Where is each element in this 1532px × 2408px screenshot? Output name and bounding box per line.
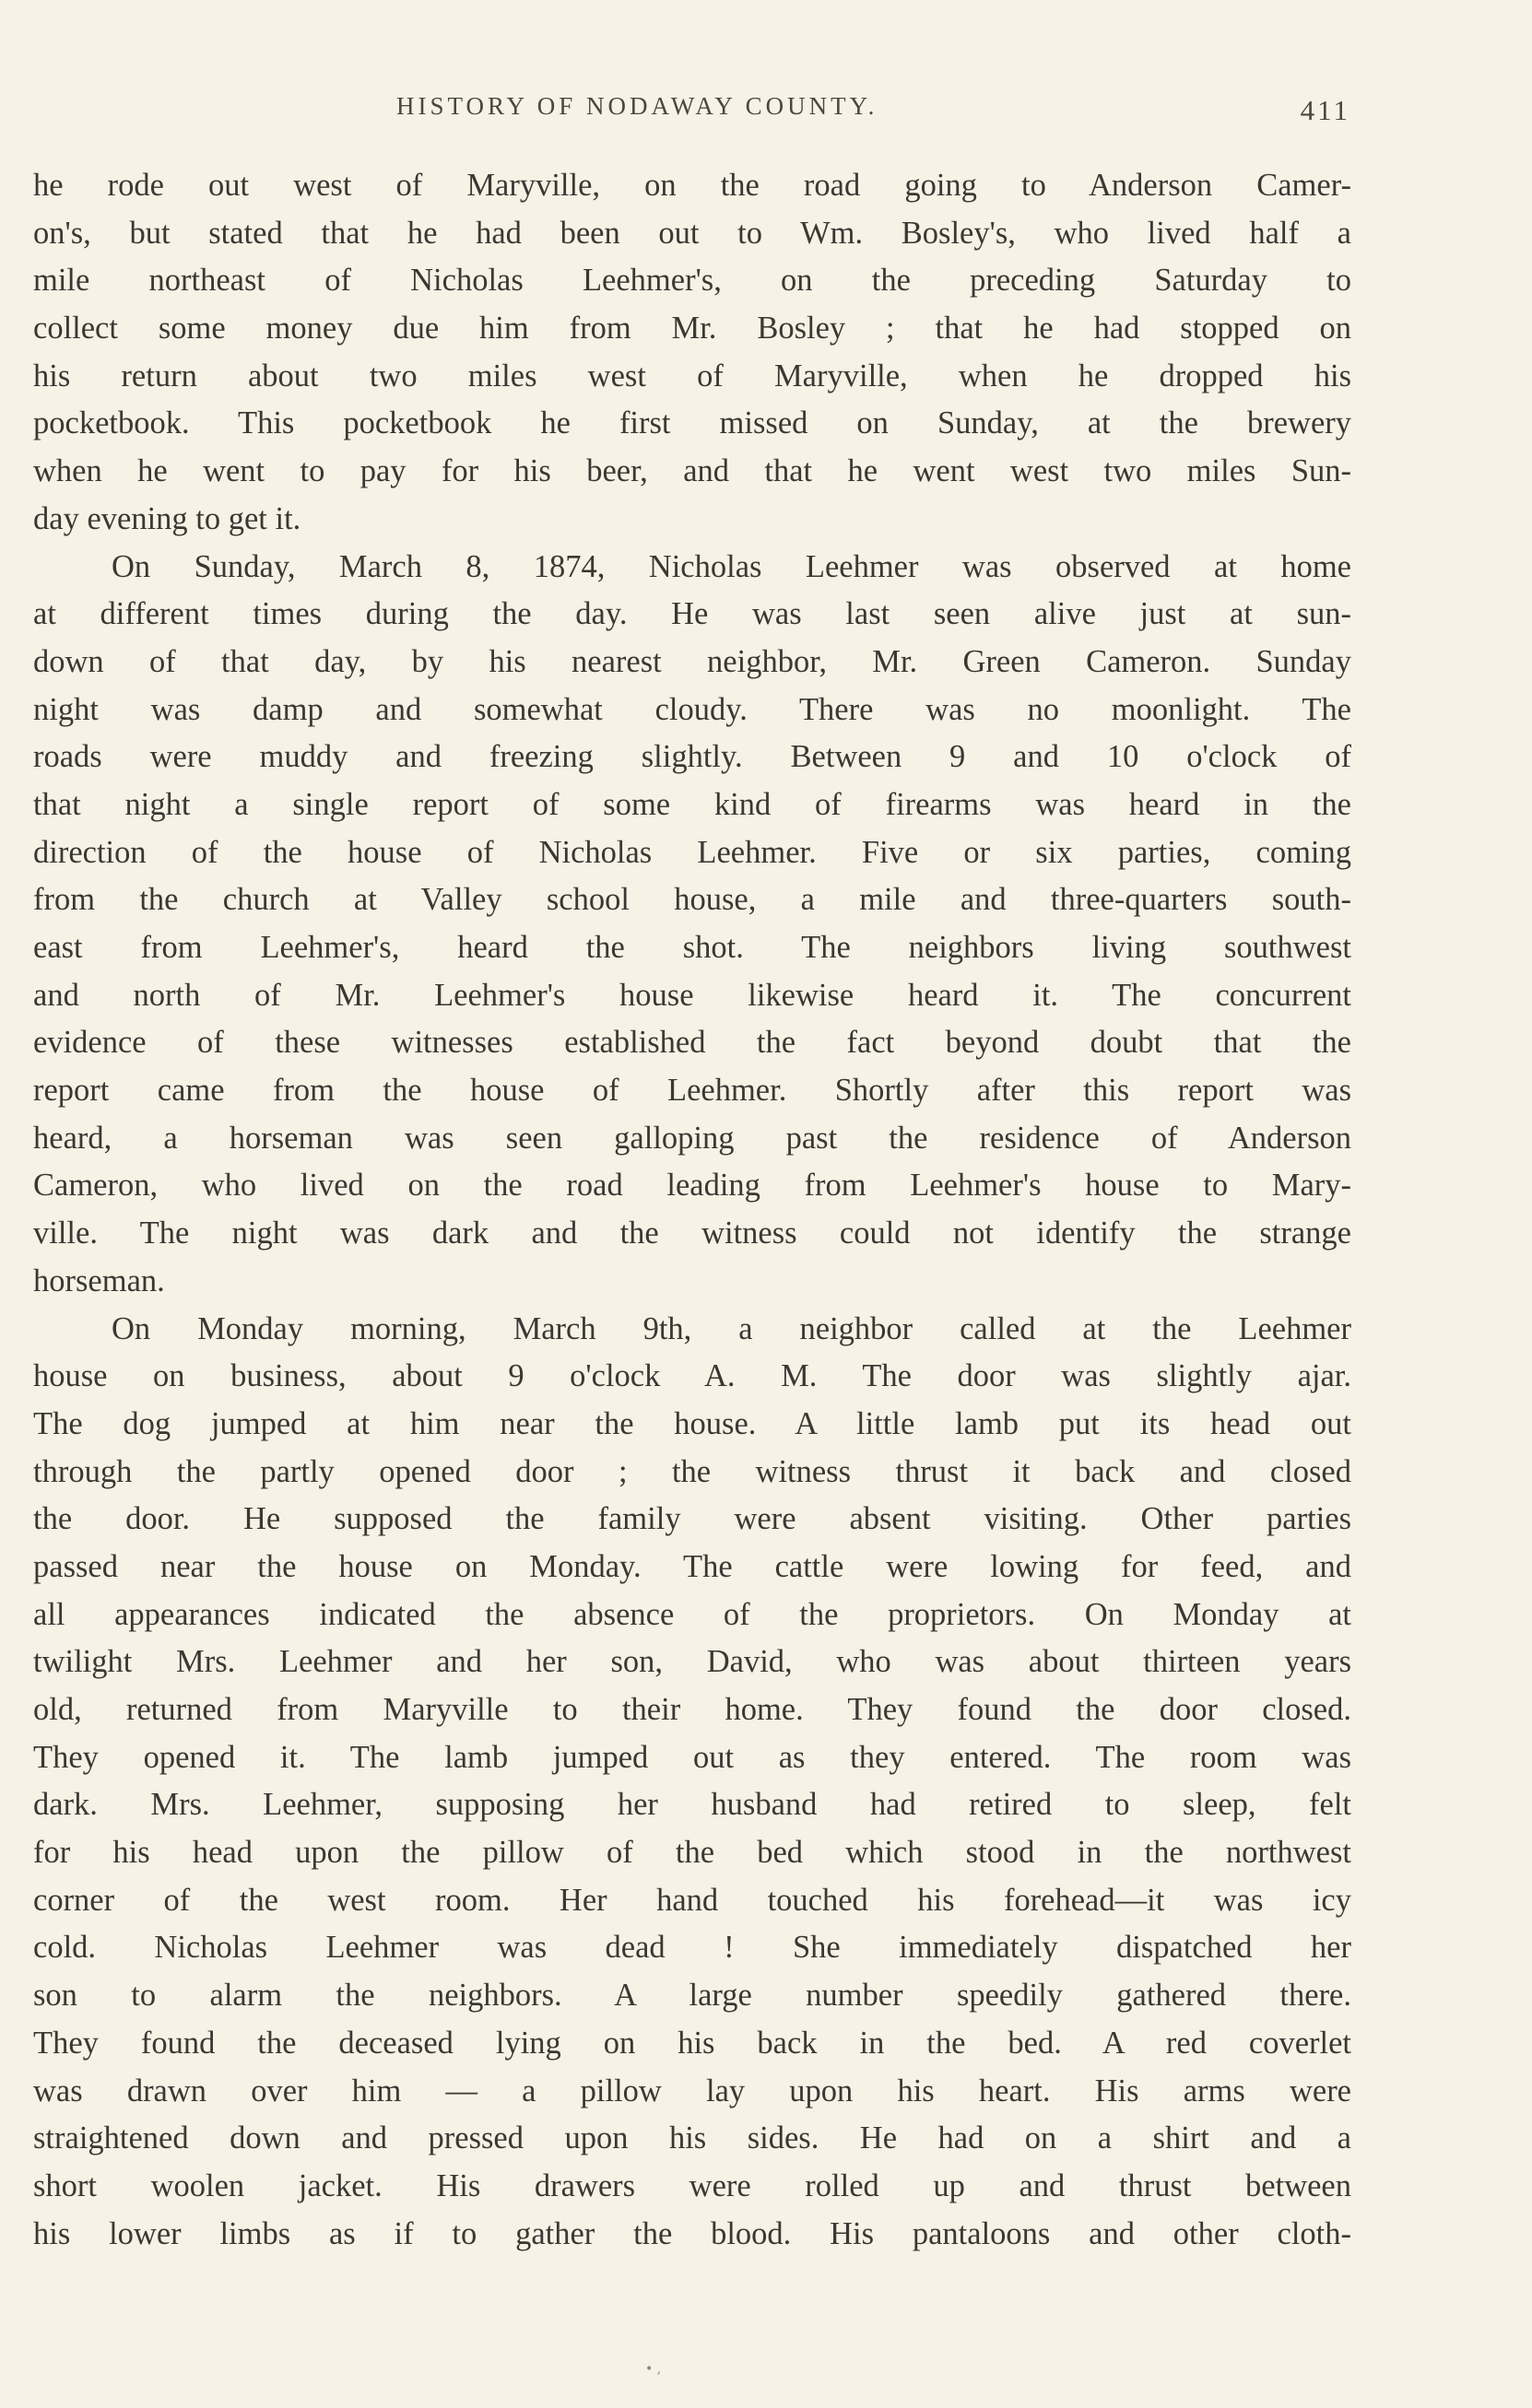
text-line: dark. Mrs. Leehmer, supposing her husband had retired to sleep, felt bbox=[33, 1787, 1351, 1823]
text-line: night was damp and somewhat cloudy. There was no moonlight. The bbox=[33, 691, 1351, 727]
text-line: old, returned from Maryville to their home. They found the door closed. bbox=[33, 1692, 1351, 1727]
body-text bbox=[33, 162, 1351, 2258]
text-line: the door. He supposed the family were absent visiting. Other parties bbox=[33, 1501, 1351, 1537]
text-line: at different times during the day. He was last seen alive just at sun- bbox=[33, 596, 1351, 632]
text-line: roads were muddy and freezing slightly. Between 9 and 10 o'clock of bbox=[33, 739, 1351, 775]
text-line: son to alarm the neighbors. A large number speedily gathered there. bbox=[33, 1978, 1351, 2014]
text-line: heard, a horseman was seen galloping past the residence of Anderson bbox=[33, 1120, 1351, 1156]
text-line: Cameron, who lived on the road leading from Leehmer's house to Mary- bbox=[33, 1168, 1351, 1204]
text-line: twilight Mrs. Leehmer and her son, David, who was about thirteen years bbox=[33, 1644, 1351, 1680]
paragraph-start-line: On Sunday, March 8, 1874, Nicholas Leehmer was observed at home bbox=[112, 548, 1351, 584]
running-title: HISTORY OF NODAWAY COUNTY. bbox=[396, 92, 878, 120]
text-line: The dog jumped at him near the house. A little lamb put its head out bbox=[33, 1405, 1351, 1441]
text-line: for his head upon the pillow of the bed which stood in the northwest bbox=[33, 1835, 1351, 1871]
text-line: all appearances indicated the absence of the proprietors. On Monday at bbox=[33, 1596, 1351, 1632]
text-line: direction of the house of Nicholas Leehmer. Five or six parties, coming bbox=[33, 834, 1351, 870]
text-line: from the church at Valley school house, a mile and three-quarters south- bbox=[33, 882, 1351, 918]
text-line: mile northeast of Nicholas Leehmer's, on the preceding Saturday to bbox=[33, 263, 1351, 299]
text-line: report came from the house of Leehmer. Shortly after this report was bbox=[33, 1073, 1351, 1109]
text-line: corner of the west room. Her hand touched his forehead—it was icy bbox=[33, 1882, 1351, 1918]
running-head bbox=[32, 92, 1350, 138]
print-speck: • , bbox=[645, 2362, 662, 2377]
text-line: They opened it. The lamb jumped out as they entered. The room was bbox=[33, 1739, 1351, 1775]
text-line: horseman. bbox=[33, 1263, 165, 1298]
text-line: straightened down and pressed upon his sides. He had on a shirt and a bbox=[33, 2120, 1351, 2156]
text-line: he rode out west of Maryville, on the road going to Anderson Camer- bbox=[33, 168, 1351, 203]
text-line: They found the deceased lying on his back in the bed. A red coverlet bbox=[33, 2025, 1351, 2061]
text-line: on's, but stated that he had been out to Wm. Bosley's, who lived half a bbox=[33, 215, 1351, 251]
page-number: 411 bbox=[1300, 94, 1350, 126]
text-line: was drawn over him — a pillow lay upon his heart. His arms were bbox=[33, 2073, 1351, 2108]
text-line: ville. The night was dark and the witness could not identify the strange bbox=[33, 1216, 1351, 1251]
text-line: that night a single report of some kind of firearms was heard in the bbox=[33, 786, 1351, 822]
text-line: short woolen jacket. His drawers were rolled up and thrust between bbox=[33, 2167, 1351, 2203]
text-line: cold. Nicholas Leehmer was dead ! She immediately dispatched her bbox=[33, 1930, 1351, 1966]
paragraph-start-line: On Monday morning, March 9th, a neighbor called at the Leehmer bbox=[112, 1310, 1351, 1346]
text-line: passed near the house on Monday. The cattle were lowing for feed, and bbox=[33, 1548, 1351, 1584]
text-line: when he went to pay for his beer, and that he went west two miles Sun- bbox=[33, 453, 1351, 489]
text-line: day evening to get it. bbox=[33, 500, 301, 536]
text-line: house on business, about 9 o'clock A. M. The door was slightly ajar. bbox=[33, 1358, 1351, 1394]
text-line: his return about two miles west of Maryville, when he dropped his bbox=[33, 358, 1351, 394]
text-line: pocketbook. This pocketbook he first missed on Sunday, at the brewery bbox=[33, 405, 1351, 441]
text-line: and north of Mr. Leehmer's house likewise heard it. The concurrent bbox=[33, 977, 1351, 1013]
text-line: evidence of these witnesses established the fact beyond doubt that the bbox=[33, 1025, 1351, 1061]
text-line: down of that day, by his nearest neighbor, Mr. Green Cameron. Sunday bbox=[33, 643, 1351, 679]
text-line: collect some money due him from Mr. Bosley ; that he had stopped on bbox=[33, 311, 1351, 347]
text-line: his lower limbs as if to gather the blood. His pantaloons and other cloth- bbox=[33, 2215, 1351, 2251]
text-line: east from Leehmer's, heard the shot. The neighbors living southwest bbox=[33, 930, 1351, 965]
text-line: through the partly opened door ; the witness thrust it back and closed bbox=[33, 1453, 1351, 1489]
